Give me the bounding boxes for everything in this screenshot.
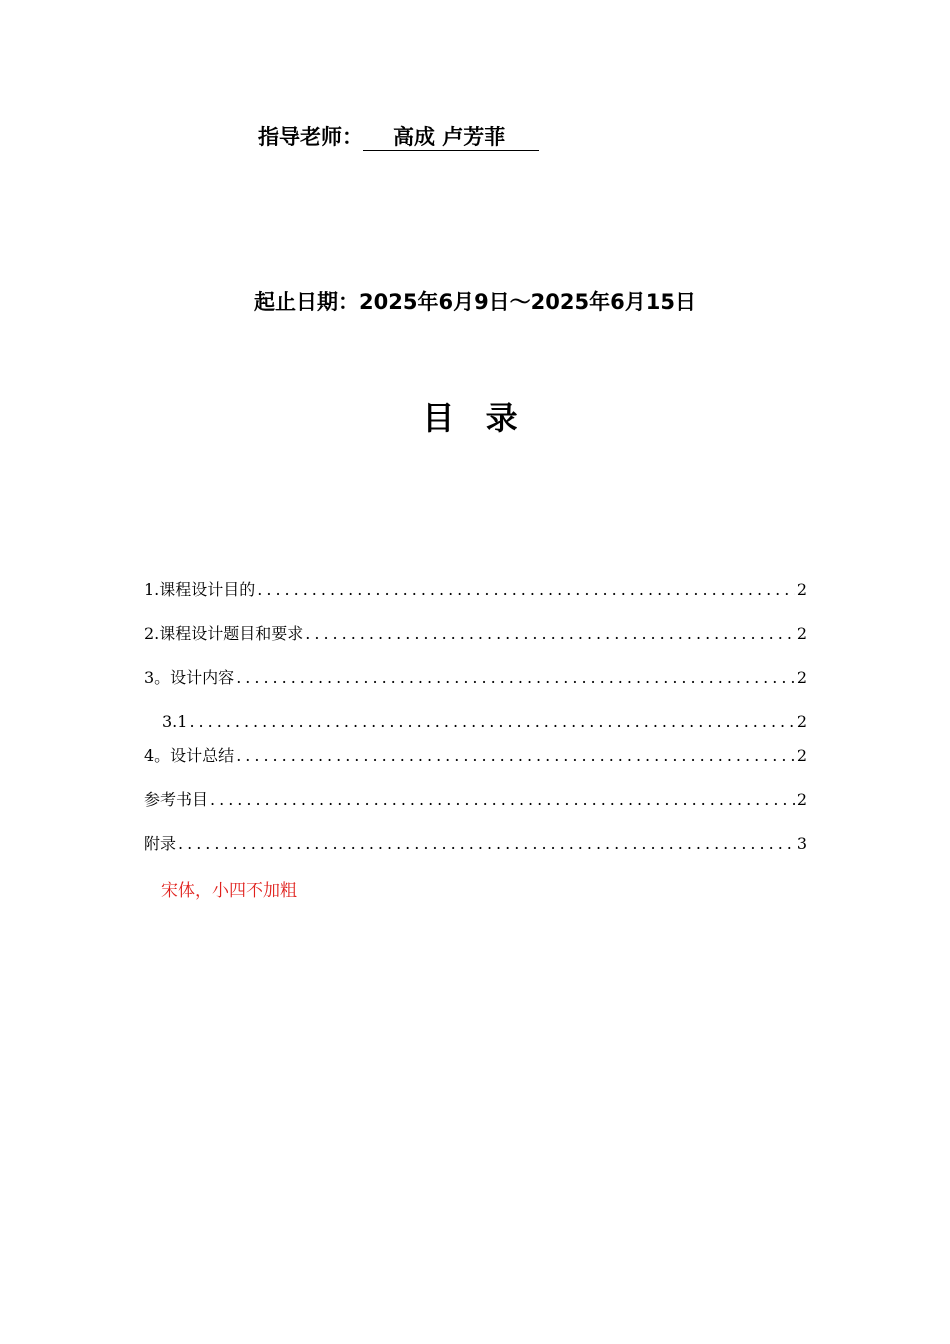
toc-entry[interactable] (144, 745, 807, 767)
toc-entry-label: 附录 (144, 834, 177, 853)
toc-entry-label: 3。设计内容 (144, 668, 235, 687)
toc-entry-page: 2 (796, 624, 807, 643)
toc-entry-page: 2 (796, 668, 807, 687)
toc-entry[interactable] (144, 579, 807, 601)
advisor-names: 高成 卢芳菲 (363, 124, 539, 151)
advisor-line (258, 121, 539, 151)
toc-dot-leader (189, 711, 794, 733)
toc-entry[interactable] (144, 623, 807, 645)
toc-dot-leader (236, 745, 795, 767)
toc-dot-leader (178, 833, 795, 855)
toc-entry-label: 1.课程设计目的 (144, 580, 256, 599)
date-range: 起止日期：2025年6月9日～2025年6月15日 (254, 290, 696, 314)
toc-entry-label: 参考书目 (144, 790, 209, 809)
toc-entry-page: 2 (796, 712, 807, 731)
toc-entry[interactable] (144, 789, 807, 811)
toc-dot-leader (236, 667, 795, 689)
toc-dot-leader (210, 789, 795, 811)
toc-dot-leader (257, 579, 795, 601)
toc-title: 目 录 (422, 399, 528, 437)
toc-entry-page: 2 (796, 580, 807, 599)
toc-entry[interactable] (144, 833, 807, 855)
advisor-label: 指导老师： (258, 125, 363, 149)
format-note: 宋体，小四不加粗 (161, 881, 297, 901)
toc-entry-label: 4。设计总结 (144, 746, 235, 765)
toc-entry-page: 2 (796, 746, 807, 765)
toc-entry[interactable] (162, 711, 807, 733)
toc-dot-leader (305, 623, 795, 645)
toc-entry-page: 3 (796, 834, 807, 853)
toc-entry-label: 2.课程设计题目和要求 (144, 624, 304, 643)
toc-entry-page: 2 (796, 790, 807, 809)
toc-entry-label: 3.1 (162, 712, 188, 731)
toc-entry[interactable] (144, 667, 807, 689)
